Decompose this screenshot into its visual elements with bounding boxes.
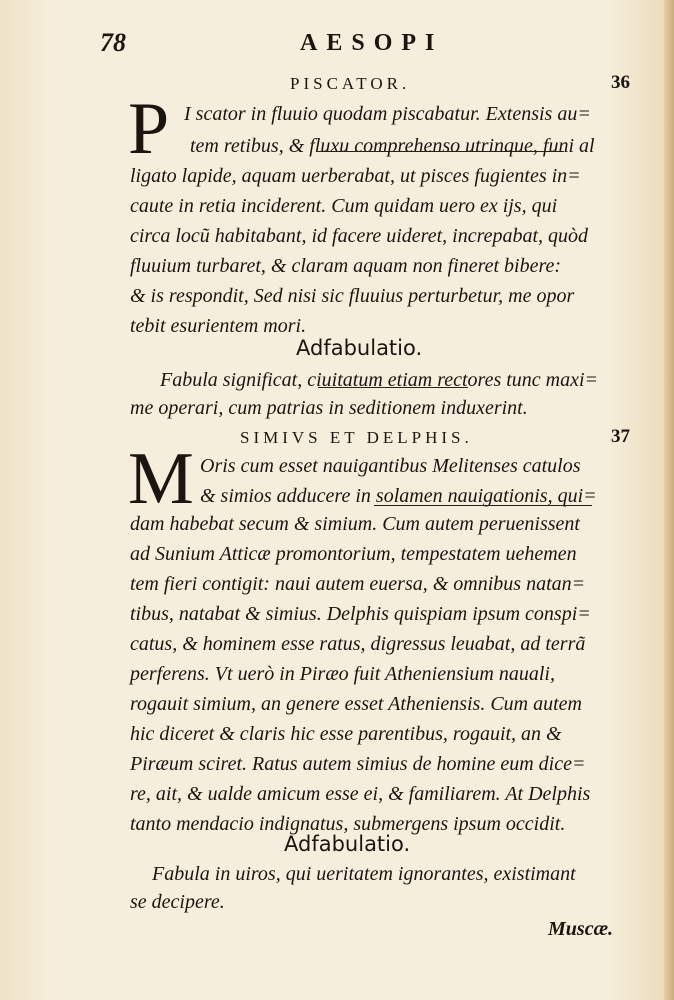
page-edge bbox=[664, 0, 674, 1000]
text-line: ad Sunium Atticæ promontorium, tempestatem uehemen bbox=[130, 543, 577, 565]
text-line: re, ait, & ualde amicum esse ei, & familiarem. At Delphis bbox=[130, 783, 591, 805]
text-line: I scator in fluuio quodam piscabatur. Extensis au= bbox=[184, 103, 591, 125]
moral-line: Fabula in uiros, qui ueritatem ignorantes, existimant bbox=[152, 863, 576, 885]
underline-mark bbox=[374, 505, 592, 506]
underline-mark bbox=[318, 387, 468, 388]
text-line: & simios adducere in solamen nauigationis, qui= bbox=[200, 485, 597, 507]
text-line: perferens. Vt uerò in Piræo fuit Atheniensium nauali, bbox=[130, 663, 555, 685]
text-line: tanto mendacio indignatus, submergens ipsum occidit. bbox=[130, 813, 566, 835]
underline-mark bbox=[318, 151, 564, 152]
text-line: Piræum sciret. Ratus autem simius de homine eum dice= bbox=[130, 753, 586, 775]
text-line: catus, & hominem esse ratus, digressus leuabat, ad terrã bbox=[130, 633, 586, 655]
moral-heading: Adfabulatio. bbox=[284, 832, 411, 856]
text-line: & is respondit, Sed nisi sic fluuius perturbetur, me opor bbox=[130, 285, 575, 307]
page-number: 78 bbox=[100, 28, 126, 57]
moral-heading: Adfabulatio. bbox=[296, 336, 423, 360]
text-line: tem fieri contigit: naui autem euersa, & omnibus natan= bbox=[130, 573, 586, 595]
text-line: caute in retia inciderent. Cum quidam uero ex ijs, qui bbox=[130, 195, 558, 217]
text-line: tebit esurientem mori. bbox=[130, 315, 307, 337]
moral-line: me operari, cum patrias in seditionem induxerint. bbox=[130, 397, 528, 419]
moral-line: Fabula significat, ciuitatum etiam rectores tunc maxi= bbox=[160, 369, 599, 391]
text-line: circa locũ habitabant, id facere uideret, increpabat, quòd bbox=[130, 225, 589, 247]
text-line: ligato lapide, aquam uerberabat, ut pisces fugientes in= bbox=[130, 165, 581, 187]
fable-number: 36 bbox=[611, 72, 630, 93]
text-line: Oris cum esset nauigantibus Melitenses catulos bbox=[200, 455, 581, 477]
page-header bbox=[100, 28, 620, 64]
drop-cap: M bbox=[128, 438, 194, 520]
moral-line: se decipere. bbox=[130, 891, 225, 913]
catchword: Muscæ. bbox=[548, 918, 614, 940]
fable-title: SIMIVS ET DELPHIS. bbox=[240, 428, 473, 447]
fable-heading bbox=[100, 74, 630, 98]
running-title: AESOPI bbox=[300, 30, 444, 56]
text-line: fluuium turbaret, & claram aquam non fineret bibere: bbox=[130, 255, 562, 277]
text-line: tem retibus, & fluxu comprehenso utrinque, funi al bbox=[190, 135, 595, 157]
fable-title: PISCATOR. bbox=[290, 74, 411, 93]
text-line: rogauit simium, an genere esset Atheniensis. Cum autem bbox=[130, 693, 582, 715]
text-line: tibus, natabat & simius. Delphis quispiam ipsum conspi= bbox=[130, 603, 591, 625]
fable-number: 37 bbox=[611, 426, 630, 447]
drop-cap: P bbox=[128, 88, 170, 170]
text-line: dam habebat secum & simium. Cum autem peruenissent bbox=[130, 513, 580, 535]
text-line: hic diceret & claris hic esse parentibus, rogauit, an & bbox=[130, 723, 562, 745]
